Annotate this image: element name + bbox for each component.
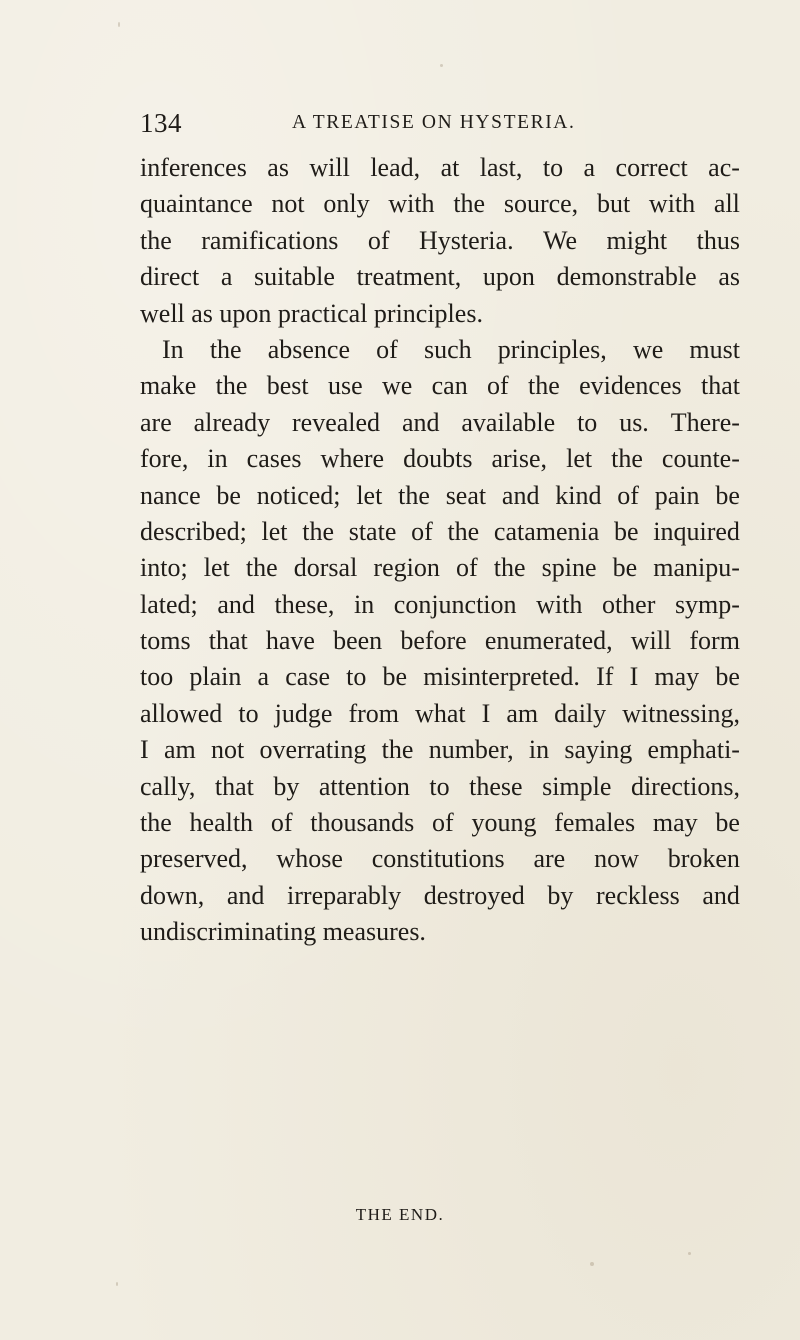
text-line: inferences as will lead, at last, to a correct ac- (140, 153, 740, 182)
end-mark: THE END. (355, 1205, 445, 1224)
body-text (140, 150, 740, 951)
text-line: down, and irreparably destroyed by reckless and (140, 880, 740, 910)
running-title: A TREATISE ON HYSTERIA. (292, 112, 576, 133)
text-line: undiscriminating measures. (140, 917, 426, 947)
running-head (120, 108, 680, 140)
text-line: quaintance not only with the source, but with all (140, 189, 740, 219)
text-line: too plain a case to be misinterpreted. If I may be (140, 662, 740, 692)
text-line: In the absence of such principles, we must (162, 334, 740, 364)
paragraph-2 (140, 332, 740, 951)
paper-speck (440, 64, 443, 67)
paragraph-1 (140, 150, 740, 332)
text-line: direct a suitable treatment, upon demonstrable as (140, 262, 740, 292)
paper-speck (688, 1252, 691, 1255)
text-line: toms that have been before enumerated, will form (140, 626, 740, 656)
text-line: are already revealed and available to us. There- (140, 407, 740, 437)
text-line: cally, that by attention to these simple directions, (140, 771, 740, 801)
text-line: allowed to judge from what I am daily witnessing, (140, 698, 740, 728)
paper-speck (116, 1282, 118, 1286)
text-line: the health of thousands of young females may be (140, 808, 740, 838)
text-line: into; let the dorsal region of the spine be manipu- (140, 553, 740, 583)
text-line: nance be noticed; let the seat and kind of pain be (140, 480, 740, 510)
text-line: fore, in cases where doubts arise, let the counte- (140, 444, 740, 474)
paper-speck (118, 22, 120, 27)
text-line: well as upon practical principles. (140, 298, 483, 328)
text-line: lated; and these, in conjunction with other symp- (140, 589, 740, 619)
paper-speck (590, 1262, 594, 1266)
text-line: I am not overrating the number, in saying emphati- (140, 735, 740, 765)
text-line: preserved, whose constitutions are now broken (140, 844, 740, 874)
text-line: make the best use we can of the evidences that (140, 371, 740, 401)
text-line: the ramifications of Hysteria. We might thus (140, 225, 740, 255)
text-line: described; let the state of the catamenia be inquired (140, 516, 740, 546)
page-number: 134 (140, 108, 182, 138)
